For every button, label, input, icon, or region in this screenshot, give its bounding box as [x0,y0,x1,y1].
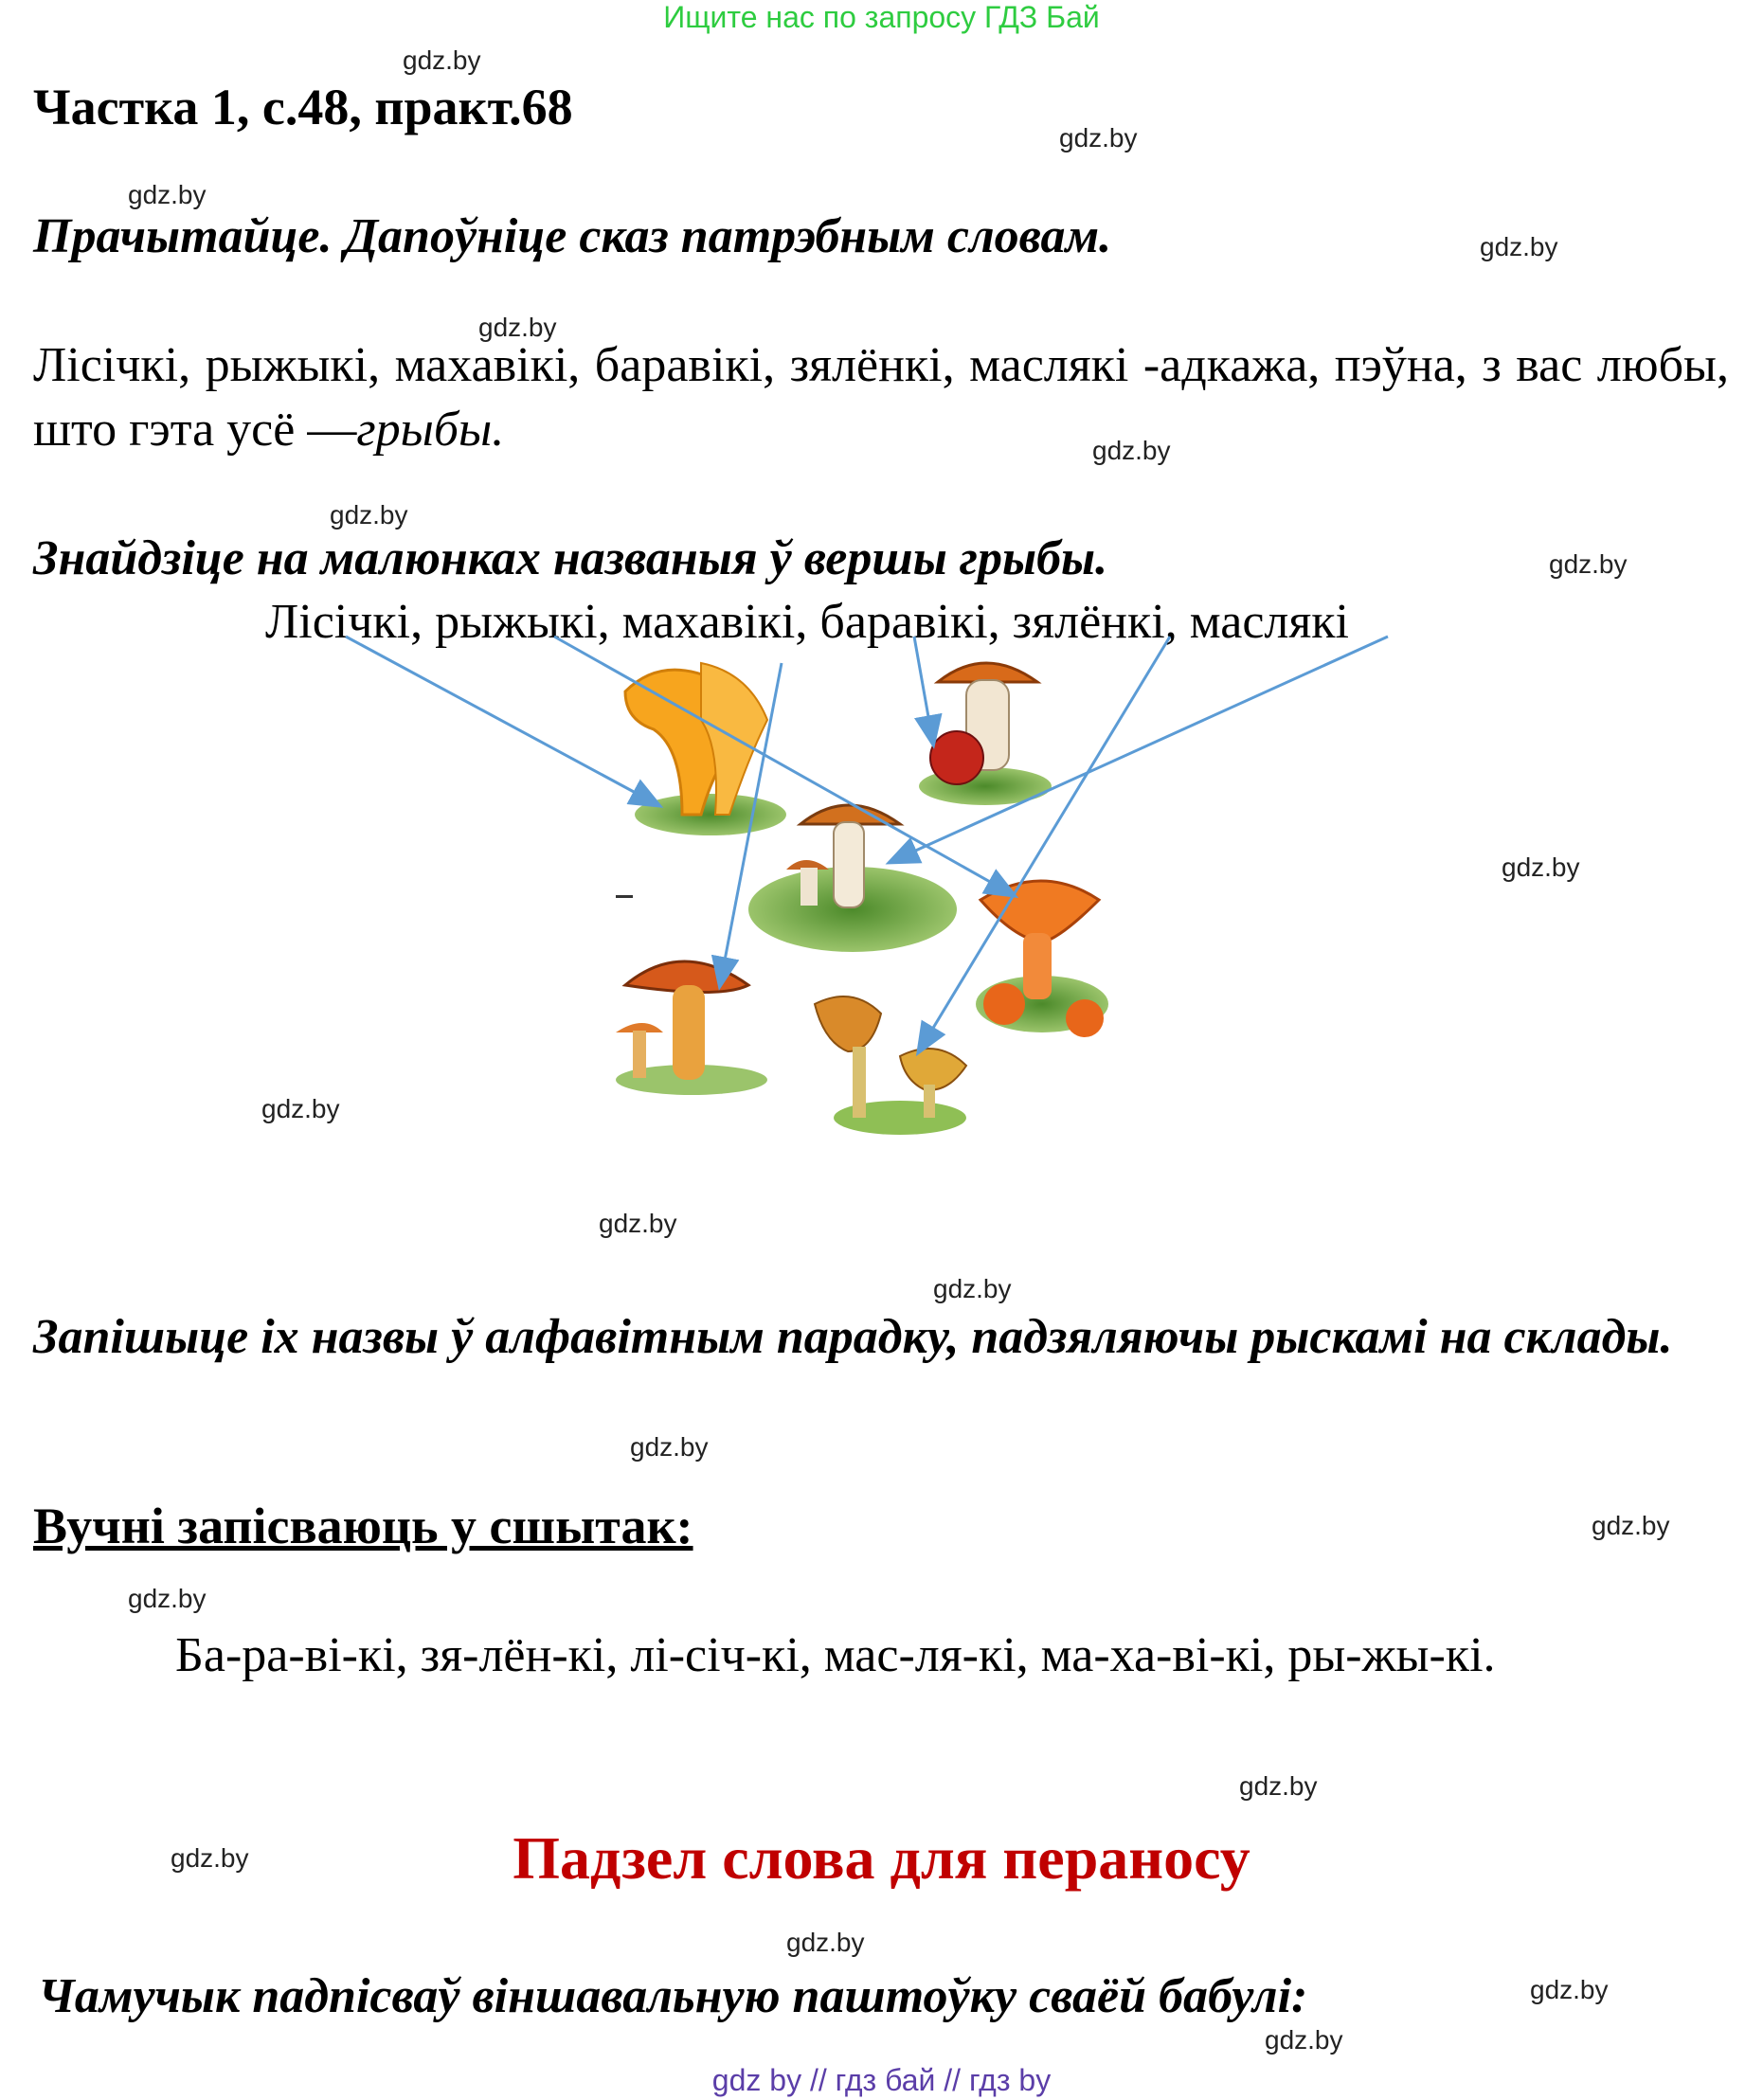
watermark: gdz.by [1530,1975,1609,2004]
top-banner: Ищите нас по запросу ГДЗ Бай [663,0,1100,34]
watermark: gdz.by [171,1843,249,1873]
syllable-answer: Ба-ра-ві-кі, зя-лён-кі, лі-січ-кі, мас-ля-кі, ма-ха-ві-кі, ры-жы-кі. [175,1628,1496,1682]
watermark: gdz.by [128,180,207,209]
task-read-complete: Прачытайце. Дапоўніце сказ патрэбным словам. [33,209,1112,263]
page-title: Частка 1, с.48, практ.68 [33,79,573,135]
section-title: Падзел слова для пераносу [513,1824,1250,1892]
watermark: gdz.by [1480,232,1558,261]
cluster-mushroom-picture [748,805,957,952]
watermark: gdz.by [128,1584,207,1613]
subheading-students-write: Вучні запісваюць у сшытак: [33,1498,693,1554]
watermark: gdz.by [1092,436,1171,465]
watermark: gdz.by [933,1274,1012,1303]
watermark: gdz.by [403,45,481,75]
arrow-lisichki [346,637,658,805]
poem-answer: грыбы. [356,403,505,457]
zelyonka-picture [815,996,966,1135]
watermark: gdz.by [478,313,557,342]
watermark: gdz.by [630,1432,709,1462]
matching-arrows [346,637,1388,1051]
boletus-picture [616,961,767,1095]
task-alphabetical: Запішыце іх назвы ў алфавітным парадку, падзяляючы рыскамі на склады. [33,1310,1673,1364]
watermark: gdz.by [1592,1511,1670,1540]
watermark: gdz.by [599,1209,677,1238]
watermark: gdz.by [786,1928,865,1957]
watermark: gdz.by [261,1094,340,1123]
watermark: gdz.by [1265,2025,1343,2055]
watermark: gdz.by [1549,549,1628,579]
task-postcard: Чамучык падпісваў віншавальную паштоўку сваёй бабулі: [38,1969,1308,2023]
task-find-pictures: Знайдзіце на малюнках названыя ў вершы грыбы. [33,531,1108,585]
footer-links[interactable]: gdz by // гдз бай // гдз by [711,2063,1052,2097]
watermark: gdz.by [1059,123,1138,153]
ryzhik-picture [976,881,1108,1037]
watermark: gdz.by [330,500,408,529]
watermark: gdz.by [1502,853,1580,882]
poem-text: Лісічкі, рыжыкі, махавікі, баравікі, зялёнкі, маслякі -адкажа, пэўна, з вас любы, што гэта усё — [33,338,1729,457]
arrow-baraviki [914,637,933,744]
watermark: gdz.by [1239,1771,1318,1801]
red-mushroom-picture [919,663,1052,805]
mushroom-list: Лісічкі, рыжыкі, махавікі, баравікі, зялёнкі, маслякі [265,595,1349,649]
